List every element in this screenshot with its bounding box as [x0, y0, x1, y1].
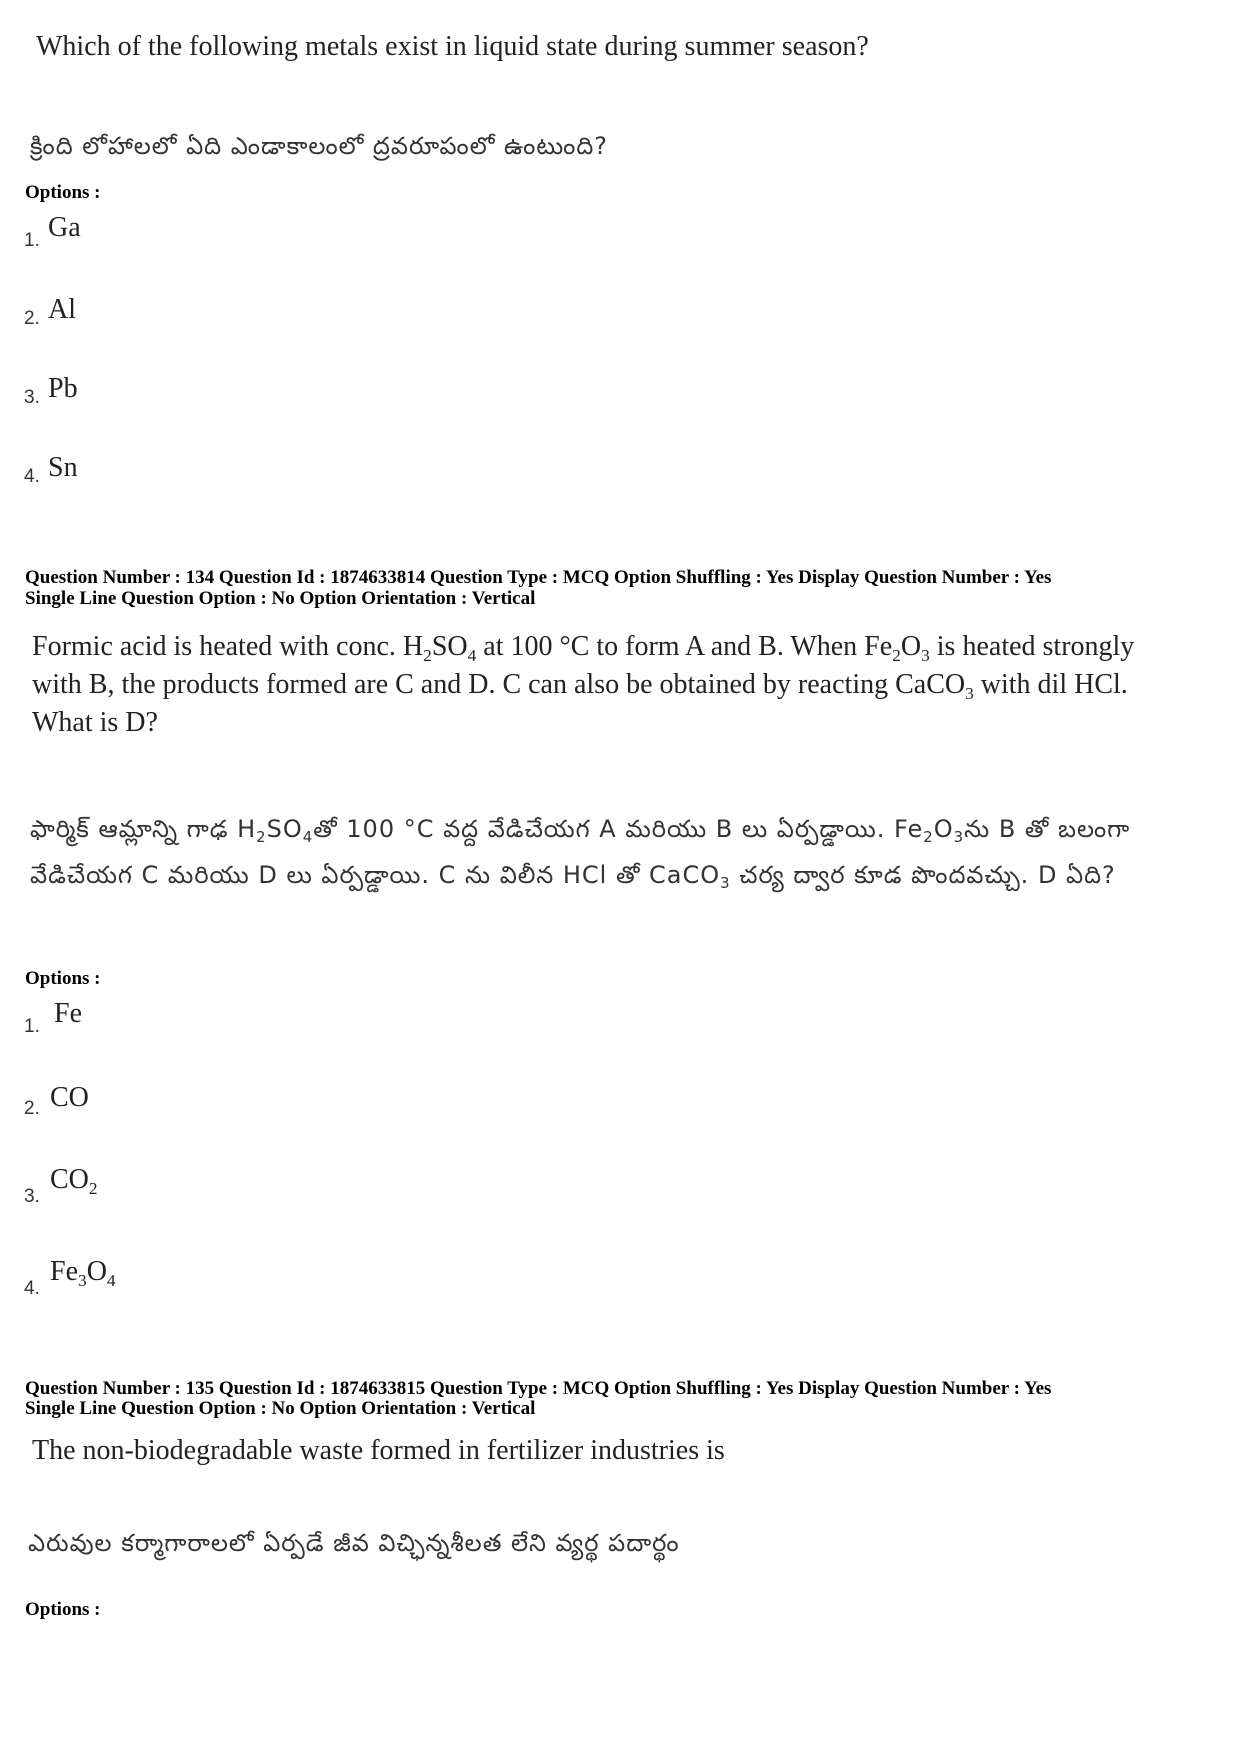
q133-options-label: Options : — [25, 182, 101, 203]
q133-english-text: Which of the following metals exist in liquid state during summer season? — [36, 31, 869, 62]
option-text: CO — [50, 1082, 89, 1113]
option-number: 1. — [24, 1016, 40, 1037]
option-text: Pb — [48, 373, 78, 404]
q133-telugu-text: క్రింది లోహాలలో ఏది ఎండాకాలంలో ద్రవరూపంలో ఉంటుంది? — [30, 132, 609, 160]
q135-telugu-text: ఎరువుల కర్మాగారాలలో ఏర్పడే జీవ విచ్ఛిన్నశీలత లేని వ్యర్థ పదార్థం — [28, 1529, 680, 1557]
q134-options-label: Options : — [25, 968, 101, 989]
option-number: 4. — [24, 466, 40, 487]
option-number: 1. — [24, 230, 40, 251]
option-number: 3. — [24, 1186, 40, 1207]
option-number: 3. — [24, 387, 40, 408]
option-text: $Fe_3O_4$ — [50, 1256, 116, 1291]
option-text: Ga — [48, 212, 81, 243]
q134-telugu-text: ఫార్మిక్ ఆమ్లాన్ని గాఢ $H_2SO_4తో$ 100 °C వద్ద వేడిచేయగ A మరియు B లు ఏర్పడ్డాయి. $Fe_2O_3ను$ B తో బలంగా వేడిచేయగ C మరియు D లు ఏర్పడ్డాయి. C ను విలీన HCl తో CaCO$_3$ చర్య ద్వార కూడ పొందవచ్చు. D ఏది? — [30, 815, 1131, 893]
option-number: 2. — [24, 1098, 40, 1119]
option-text: Al — [48, 294, 76, 325]
option-number: 4. — [24, 1278, 40, 1299]
q135-options-label: Options : — [25, 1599, 101, 1620]
q135-meta-line-1: Question Number : 135 Question Id : 1874633815 Question Type : MCQ Option Shuffling : Yes Display Question Number : Yes — [25, 1378, 1052, 1399]
q135-english-text: The non-biodegradable waste formed in fertilizer industries is — [32, 1435, 725, 1466]
option-text: Sn — [48, 452, 78, 483]
option-text: $CO_2$ — [50, 1164, 98, 1199]
option-number: 2. — [24, 308, 40, 329]
q134-meta-line-1: Question Number : 134 Question Id : 1874633814 Question Type : MCQ Option Shuffling : Yes Display Question Number : Yes — [25, 567, 1052, 588]
q134-english-text: Formic acid is heated with conc. $H_2SO_4$ at 100 °C to form A and B. When $Fe_2O_3$ is heated strongly with B, the products formed are C and D. C can also be obtained by reacting CaCO$_3$ with dil HCl. What is D? — [32, 631, 1135, 738]
option-text: Fe — [54, 998, 82, 1029]
q134-meta-line-2: Single Line Question Option : No Option Orientation : Vertical — [25, 588, 536, 609]
q135-meta-line-2: Single Line Question Option : No Option Orientation : Vertical — [25, 1398, 536, 1419]
